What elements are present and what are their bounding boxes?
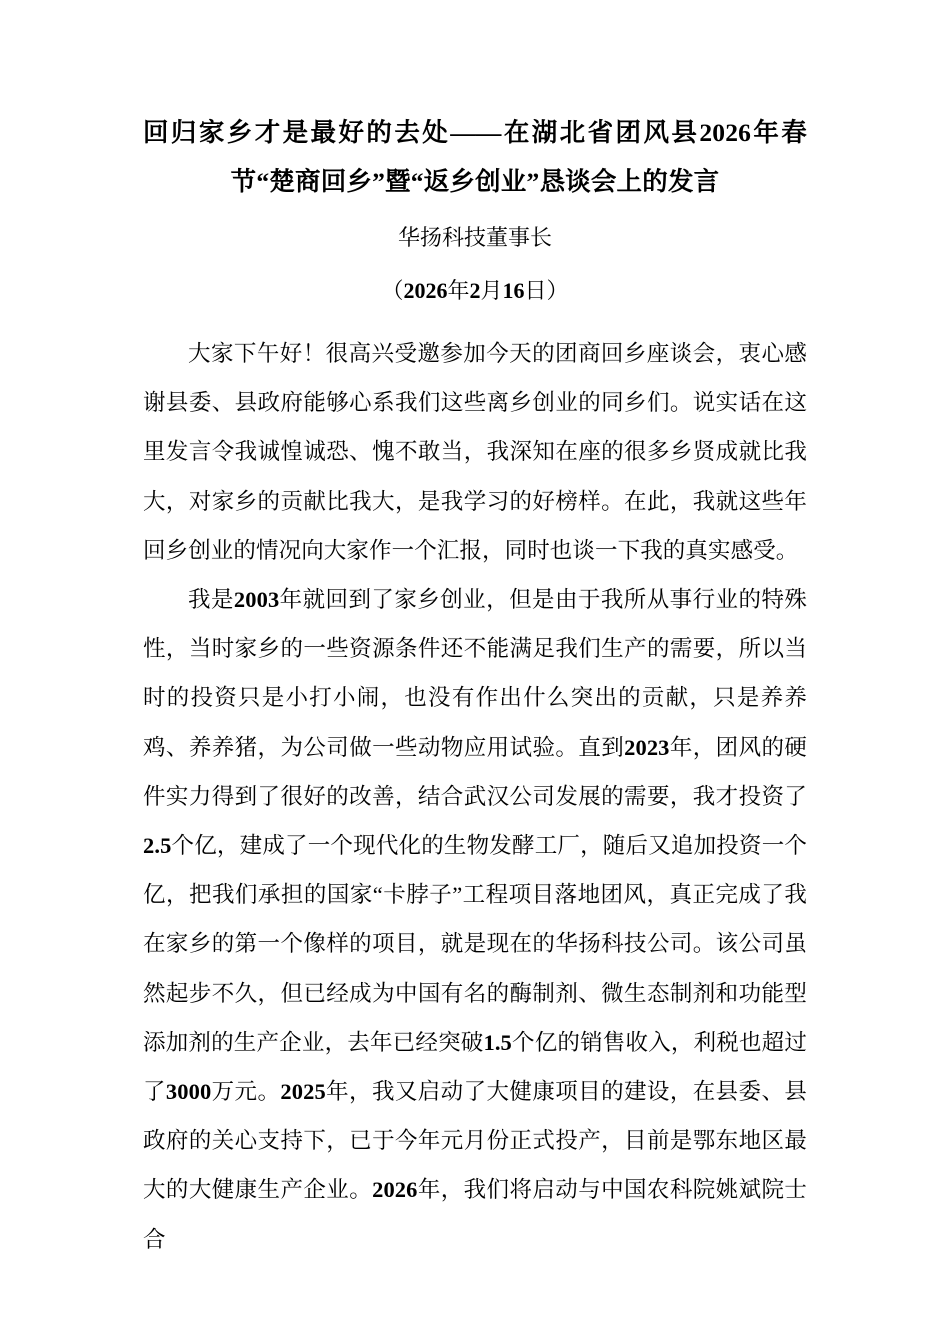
numeric-value: 2026 bbox=[403, 278, 448, 303]
document-content bbox=[143, 108, 807, 1264]
numeric-value: 2003 bbox=[233, 587, 280, 613]
numeric-value: 2026 bbox=[372, 1177, 418, 1203]
numeric-value: 2026 bbox=[699, 118, 752, 147]
page-title bbox=[143, 108, 807, 206]
dateline: （2026年2月16日） bbox=[381, 278, 569, 303]
numeric-value: 2.5 bbox=[143, 833, 172, 859]
numeric-value: 2023 bbox=[624, 734, 670, 760]
paragraph-1: 大家下午好！很高兴受邀参加今天的团商回乡座谈会，衷心感谢县委、县政府能够心系我们这些离乡创业的同乡们。说实话在这里发言令我诚惶诚恐、愧不敢当，我深知在座的很多乡贤成就比我大，对家乡的贡献比我大，是我学习的好榜样。在此，我就这些年回乡创业的情况向大家作一个汇报，同时也谈一下我的真实感受。 bbox=[143, 341, 807, 563]
numeric-value: 16 bbox=[502, 278, 525, 303]
numeric-value: 2 bbox=[469, 278, 481, 303]
page-title-text: 回归家乡才是最好的去处——在湖北省团风县2026年春节“楚商回乡”暨“返乡创业”恳谈会上的发言 bbox=[143, 118, 807, 196]
byline: 华扬科技董事长 bbox=[397, 225, 552, 250]
paragraph-2: 我是2003年就回到了家乡创业，但是由于我所从事行业的特殊性，当时家乡的一些资源条件还不能满足我们生产的需要，所以当时的投资只是小打小闹，也没有作出什么突出的贡献，只是养养鸡、养养猪，为公司做一些动物应用试验。直到2023年，团风的硬件实力得到了很好的改善，结合武汉公司发展的需要，我才投资了2.5个亿，建成了一个现代化的生物发酵工厂，随后又追加投资一个亿，把我们承担的国家“卡脖子”工程项目落地团风，真正完成了我在家乡的第一个像样的项目，就是现在的华扬科技公司。该公司虽然起步不久，但已经成为中国有名的酶制剂、微生态制剂和功能型添加剂的生产企业，去年已经突破1.5个亿的销售收入，利税也超过了3000万元。2025年，我又启动了大健康项目的建设，在县委、县政府的关心支持下，已于今年元月份正式投产，目前是鄂东地区最大的大健康生产企业。2026年，我们将启动与中国农科院姚斌院士合 bbox=[143, 587, 807, 1252]
numeric-value: 1.5 bbox=[483, 1029, 512, 1055]
numeric-value: 2025 bbox=[280, 1079, 326, 1105]
numeric-value: 3000 bbox=[165, 1079, 212, 1105]
